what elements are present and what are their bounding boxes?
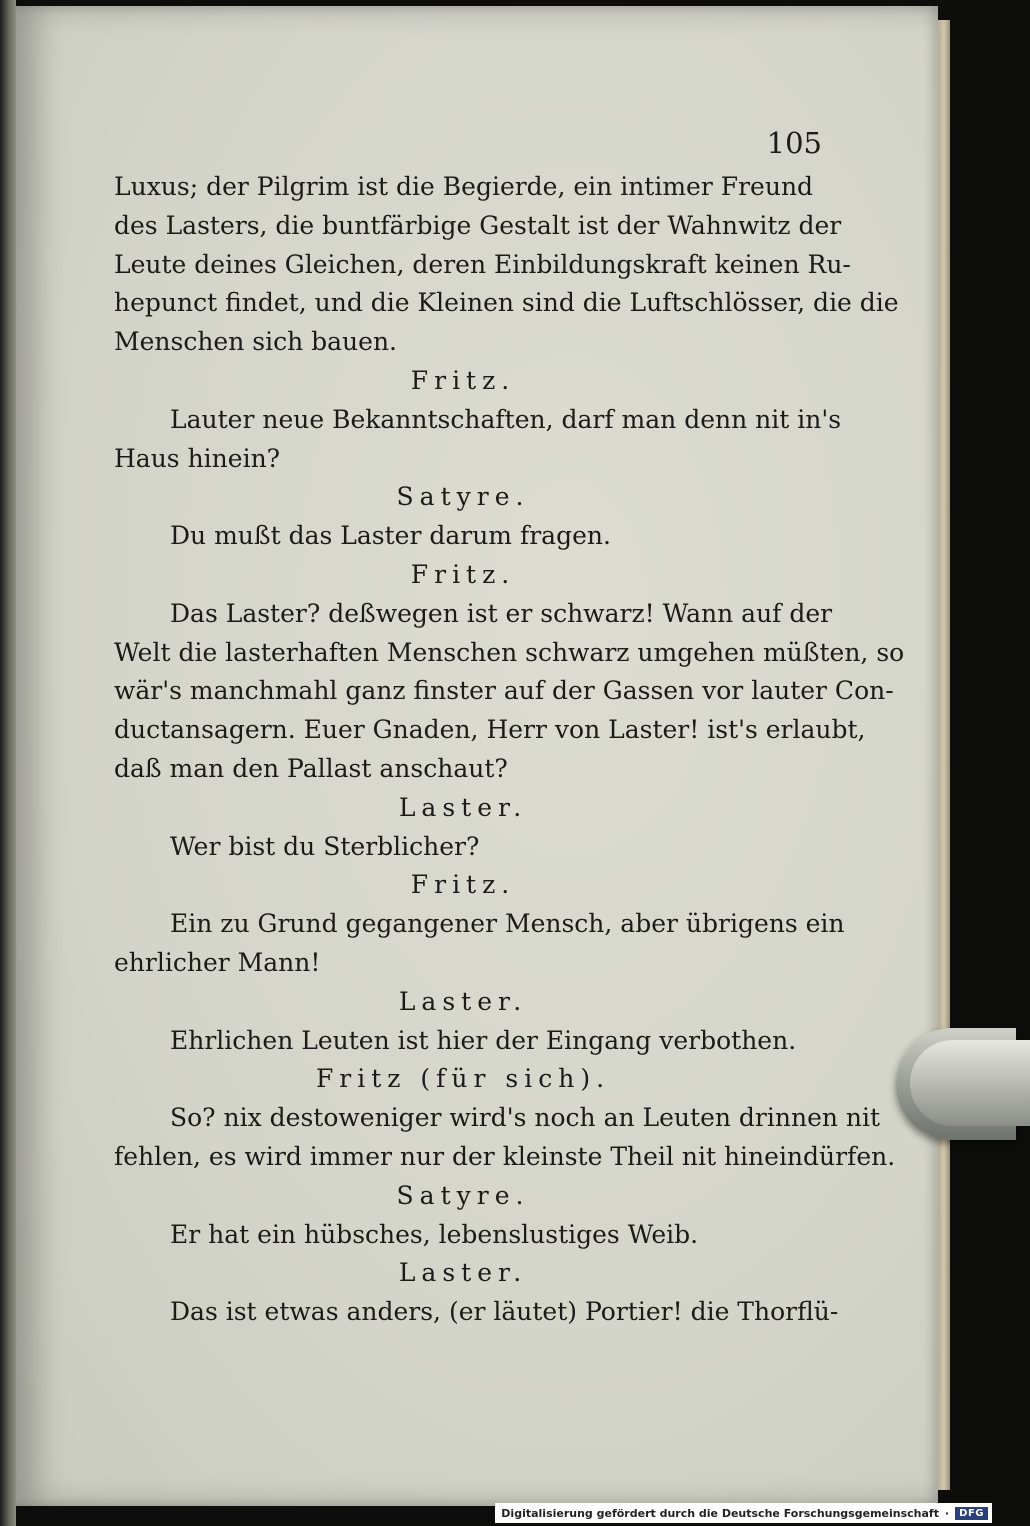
- speaker-name: Fritz.: [410, 870, 516, 900]
- text-line: Welt die lasterhaften Menschen schwarz umgehen müßten, so: [114, 637, 905, 667]
- text-line: Wer bist du Sterblicher?: [170, 831, 480, 861]
- text-line: Er hat ein hübsches, lebenslustiges Weib.: [170, 1219, 699, 1249]
- text-line: hepunct findet, und die Kleinen sind die Luftschlösser, die die: [114, 288, 899, 318]
- speaker-name: Satyre.: [396, 1180, 530, 1210]
- text-line: Menschen sich bauen.: [114, 327, 397, 357]
- text-line: ehrlicher Mann!: [114, 947, 321, 977]
- speaker-name: Fritz (für sich).: [315, 1064, 611, 1094]
- digitization-credit: [495, 1503, 992, 1523]
- text-line: Ehrlichen Leuten ist hier der Eingang verbothen.: [170, 1025, 797, 1055]
- text-line: So? nix destoweniger wird's noch an Leuten drinnen nit: [170, 1103, 881, 1133]
- text-line: Leute deines Gleichen, deren Einbildungskraft keinen Ru-: [114, 249, 851, 279]
- text-line: des Lasters, die buntfärbige Gestalt ist der Wahnwitz der: [114, 210, 842, 240]
- page-number: 105: [766, 126, 822, 160]
- text-line: Ein zu Grund gegangener Mensch, aber übrigens ein: [170, 909, 845, 939]
- speaker-name: Fritz.: [410, 365, 516, 395]
- text-line: daß man den Pallast anschaut?: [114, 753, 508, 783]
- speaker-name: Satyre.: [396, 482, 530, 512]
- text-line: Du mußt das Laster darum fragen.: [170, 521, 611, 551]
- speaker-name: Laster.: [398, 792, 528, 822]
- book-spine-shadow: [0, 0, 16, 1526]
- text-line: Lauter neue Bekanntschaften, darf man denn nit in's: [170, 404, 842, 434]
- page-clip-highlight: [910, 1040, 1030, 1126]
- page-edge: [938, 20, 950, 1490]
- speaker-name: Laster.: [398, 986, 528, 1016]
- text-line: wär's manchmahl ganz finster auf der Gassen vor lauter Con-: [114, 676, 894, 706]
- credit-text: Digitalisierung gefördert durch die Deutsche Forschungsgemeinschaft: [501, 1506, 939, 1520]
- text-line: Das ist etwas anders, (er läutet) Portier! die Thorflü-: [170, 1297, 839, 1327]
- page-clip: [896, 1028, 1016, 1140]
- text-line: Haus hinein?: [114, 443, 281, 473]
- text-line: fehlen, es wird immer nur der kleinste Theil nit hineindürfen.: [114, 1141, 896, 1171]
- text-line: Luxus; der Pilgrim ist die Begierde, ein intimer Freund: [114, 172, 814, 201]
- text-line: ductansagern. Euer Gnaden, Herr von Laster! ist's erlaubt,: [114, 715, 866, 745]
- speaker-name: Laster.: [398, 1258, 528, 1288]
- credit-separator: ·: [944, 1506, 950, 1520]
- page-text: [114, 168, 905, 1332]
- speaker-name: Fritz.: [410, 559, 516, 589]
- text-line: Das Laster? deßwegen ist er schwarz! Wann auf der: [170, 598, 833, 628]
- dfg-logo: DFG: [955, 1507, 988, 1520]
